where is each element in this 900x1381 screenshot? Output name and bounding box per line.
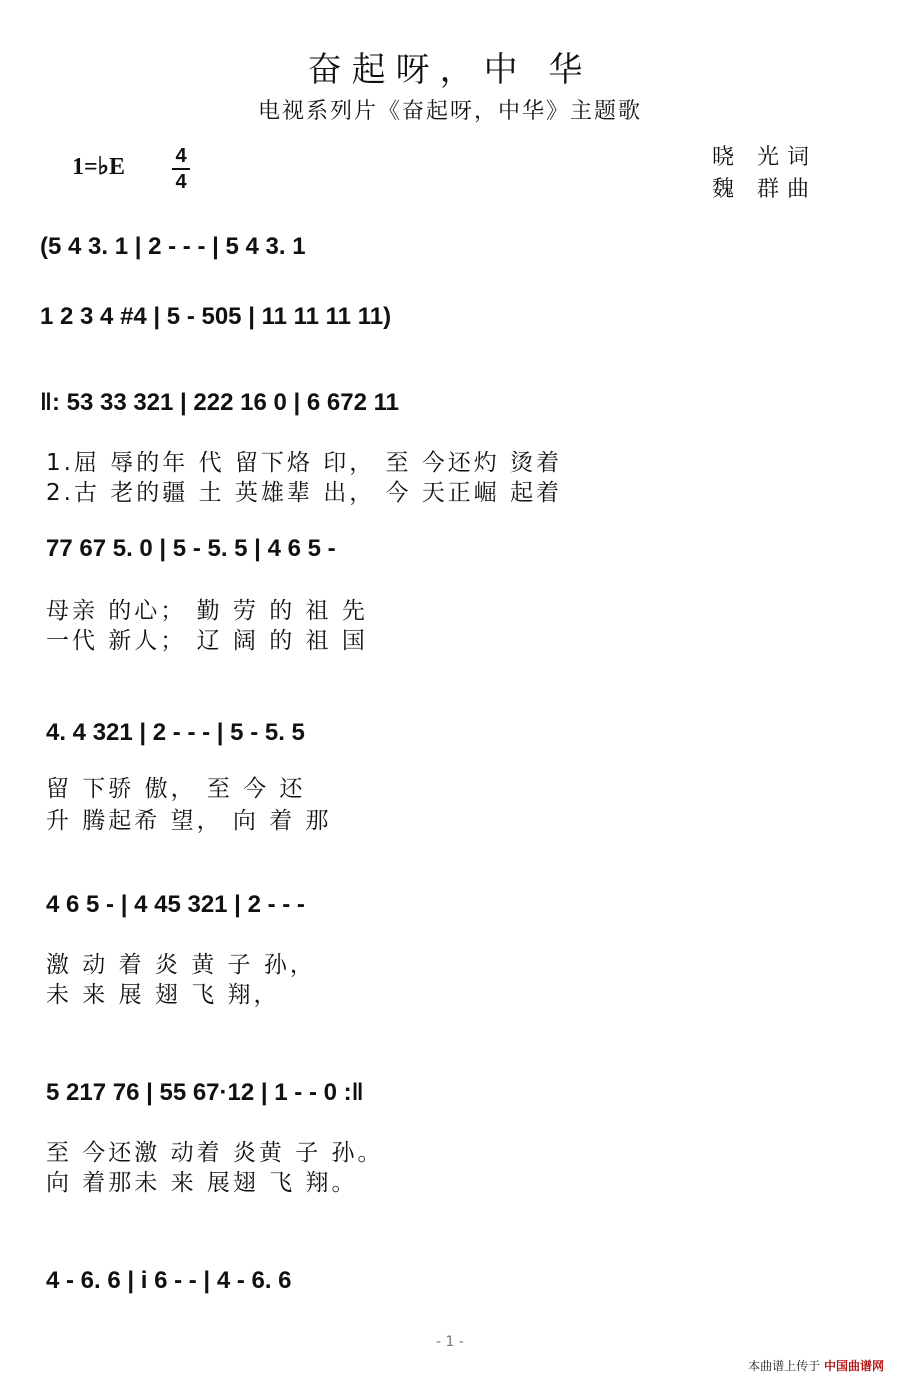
song-title: 奋起呀，中 华: [307, 50, 593, 90]
lyric-verse-1-line-4: 激 动 着 炎 黄 子 孙，: [46, 952, 316, 978]
time-signature-rule: [172, 168, 190, 170]
time-signature: [172, 146, 190, 192]
lyric-verse-1-line-3: 留 下骄 傲， 至 今 还: [46, 776, 306, 802]
upload-text: 本曲谱上传于: [748, 1359, 821, 1373]
lyric-verse-2-line-3: 升 腾起希 望， 向 着 那: [46, 808, 332, 834]
staff-line-notes: 4 - 6. 6 | i 6 - - | 4 - 6. 6: [46, 1267, 292, 1294]
lyric-verse-1-line-2: 母亲 的心； 勤 劳 的 祖 先: [46, 598, 368, 624]
lyric-verse-2-line-4: 未 来 展 翅 飞 翔，: [46, 982, 280, 1008]
lyric-verse-1-line-5: 至 今还激 动着 炎黄 子 孙。: [46, 1140, 384, 1166]
staff-line-notes: 5 217 76 | 55 67·12 | 1 - - 0 :‖: [46, 1079, 364, 1106]
song-subtitle: 电视系列片《奋起呀，中华》主题歌: [257, 99, 642, 124]
time-signature-bottom: 4: [175, 171, 187, 193]
staff-line-notes: 4. 4 321 | 2 - - - | 5 - 5. 5: [46, 719, 305, 746]
staff-line-notes: (5 4 3. 1 | 2 - - - | 5 4 3. 1: [40, 233, 306, 260]
lyricist-credit: 晓 光词: [712, 145, 817, 170]
upload-credit: [748, 1357, 884, 1374]
lyric-verse-2-line-5: 向 着那未 来 展翅 飞 翔。: [46, 1170, 358, 1196]
time-signature-top: 4: [175, 145, 187, 167]
staff-line-notes: 4 6 5 - | 4 45 321 | 2 - - -: [46, 891, 305, 918]
site-name: 中国曲谱网: [823, 1359, 884, 1373]
composer-credit: 魏 群曲: [712, 177, 817, 202]
staff-line-notes: 1 2 3 4 #4 | 5 - 505 | 11 11 11 11): [40, 303, 392, 330]
page-number: - 1 -: [436, 1334, 464, 1350]
lyric-verse-2-line-1: 2.古 老的疆 土 英雄辈 出， 今 天正崛 起着: [46, 480, 563, 506]
staff-line-notes: ‖: 53 33 321 | 222 16 0 | 6 672 11: [40, 389, 399, 416]
staff-line-notes: 77 67 5. 0 | 5 - 5. 5 | 4 6 5 -: [46, 535, 336, 562]
lyric-verse-1-line-1: 1.屈 辱的年 代 留下烙 印， 至 今还灼 烫着: [46, 450, 563, 476]
key-signature: 1=♭E: [72, 154, 126, 180]
lyric-verse-2-line-2: 一代 新人； 辽 阔 的 祖 国: [46, 628, 368, 654]
